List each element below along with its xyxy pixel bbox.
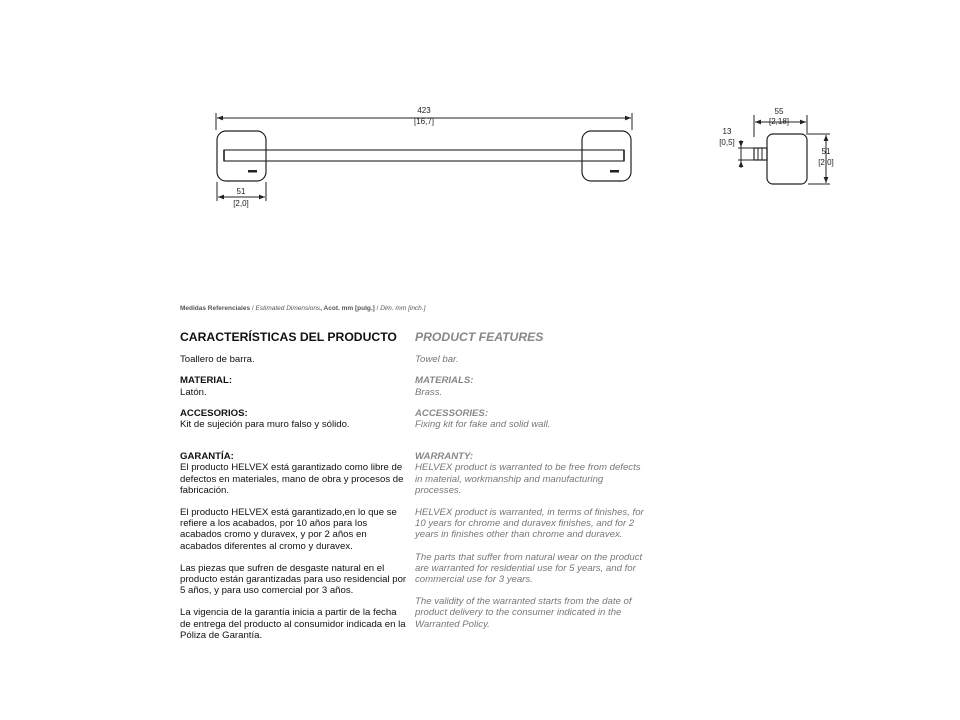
spanish-warranty-p2: El producto HELVEX está garantizado,en lo que se refiere a los acabados, por 10 años para los acabados cromo y duravex, y por 2 años en acabados diferentes al cromo y duravex.: [180, 507, 397, 552]
spanish-column: [180, 332, 408, 641]
english-warranty-label: WARRANTY:: [415, 451, 474, 463]
english-material-value: Brass.: [415, 386, 443, 398]
english-material-label: MATERIALS:: [415, 375, 474, 387]
caption-part5: /: [374, 305, 381, 312]
caption-part2: /: [250, 305, 256, 312]
english-heading: PRODUCT FEATURES: [415, 330, 544, 344]
spanish-heading: CARACTERÍSTICAS DEL PRODUCTO: [180, 330, 397, 344]
spanish-accessories-value: Kit de sujeción para muro falso y sólido.: [180, 419, 350, 431]
english-accessories-label: ACCESSORIES:: [415, 407, 489, 419]
english-description: Towel bar.: [415, 354, 459, 366]
english-warranty-p3: The parts that suffer from natural wear on the product are warranted for residential use for 5 years, and for commercial use for 3 years.: [415, 551, 643, 586]
depth-in: [2,18]: [768, 117, 790, 126]
english-warranty-p1: HELVEX product is warranted to be free from defects in material, workmanship and manufacturing processes.: [415, 462, 641, 496]
dimensions-caption: [180, 305, 425, 312]
spanish-warranty-p1: El producto HELVEX está garantizado como libre de defectos en materiales, mano de obra y procesos de fabricación.: [180, 462, 404, 496]
caption-part3: Estimated Dimensions: [255, 305, 321, 312]
technical-drawing: [0, 0, 960, 300]
spanish-warranty-p4: La vigencia de la garantía inicia a partir de la fecha de entrega del producto al consumidor indicada en la Póliza de Garantía.: [180, 607, 406, 641]
spanish-material-value: Latón.: [180, 386, 207, 398]
front-view: [216, 113, 632, 201]
spanish-material-label: MATERIAL:: [180, 375, 233, 387]
english-accessories-value: Fixing kit for fake and solid wall.: [415, 419, 551, 431]
caption-part1: Medidas Referenciales: [180, 305, 251, 312]
english-warranty-p4: The validity of the warranted starts from the date of product delivery to the consumer indicated in the Warranted Policy.: [415, 596, 632, 630]
caption-part6: Dim. mm [inch.]: [380, 305, 426, 312]
spanish-warranty-p3: Las piezas que sufren de desgaste natural en el producto están garantizadas para uso residencial por 5 años, y para uso comercial por 3 años.: [180, 562, 407, 597]
height-in: [2,0]: [818, 158, 834, 167]
bracket-width-mm: 51: [236, 187, 246, 196]
depth-mm: 55: [774, 107, 784, 116]
spanish-accessories-label: ACCESORIOS:: [180, 407, 248, 419]
bar-in: [0,5]: [719, 138, 735, 147]
towel-bar: [224, 150, 624, 161]
spanish-description: Toallero de barra.: [180, 354, 255, 366]
english-column: [415, 332, 645, 630]
bar-mm: 13: [722, 127, 732, 136]
height-mm: 51: [821, 147, 831, 156]
spanish-warranty-label: GARANTÍA:: [180, 451, 234, 463]
side-bracket: [767, 134, 807, 184]
caption-part4: , Acot. mm [pulg.]: [320, 305, 375, 312]
total-width-mm: 423: [417, 106, 431, 115]
total-width-in: [16,7]: [413, 117, 435, 126]
bracket-width-in: [2,0]: [233, 199, 249, 208]
english-warranty-p2: HELVEX product is warranted, in terms of finishes, for 10 years for chrome and duravex finishes, and for 2 years in finishes other than chrome and duravex.: [415, 507, 644, 541]
